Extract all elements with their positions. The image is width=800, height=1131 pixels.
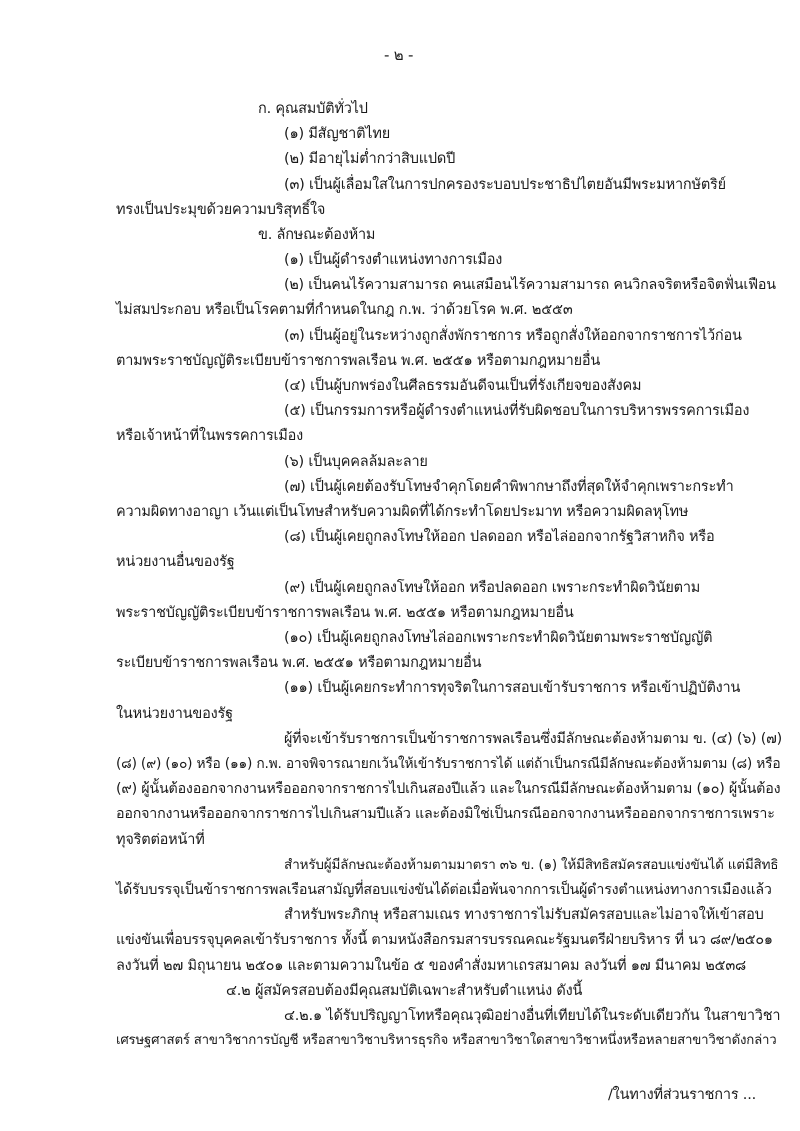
text-line: (๘) เป็นผู้เคยถูกลงโทษให้ออก ปลดออก หรือไล่ออกจากรัฐวิสาหกิจ หรือ — [284, 529, 715, 545]
text-line: สำหรับพระภิกษุ หรือสามเณร ทางราชการไม่รับสมัครสอบและไม่อาจให้เข้าสอบ — [284, 907, 764, 923]
text-line: ผู้ที่จะเข้ารับราชการเป็นข้าราชการพลเรือนซึ่งมีลักษณะต้องห้ามตาม ข. (๔) (๖) (๗) — [284, 731, 782, 747]
text-line: ได้รับบรรจุเป็นข้าราชการพลเรือนสามัญที่สอบแข่งขันได้ต่อเมื่อพ้นจากการเป็นผู้ดำรงตำแหน่งทางการเมืองแล้ว — [116, 882, 772, 898]
text-line: ไม่สมประกอบ หรือเป็นโรคตามที่กำหนดในกฎ ก.พ. ว่าด้วยโรค พ.ศ. ๒๕๕๓ — [116, 302, 573, 318]
text-line: (๗) เป็นผู้เคยต้องรับโทษจำคุกโดยคำพิพากษาถึงที่สุดให้จำคุกเพราะกระทำ — [284, 479, 734, 495]
text-line: (๙) เป็นผู้เคยถูกลงโทษให้ออก หรือปลดออก เพราะกระทำผิดวินัยตาม — [284, 580, 701, 596]
text-line: พระราชบัญญัติระเบียบข้าราชการพลเรือน พ.ศ. ๒๕๕๑ หรือตามกฎหมายอื่น — [116, 605, 574, 621]
section-heading: ๔.๒ ผู้สมัครสอบต้องมีคุณสมบัติเฉพาะสำหรับตำแหน่ง ดังนี้ — [226, 983, 583, 999]
text-line: (๑๑) เป็นผู้เคยกระทำการทุจริตในการสอบเข้ารับราชการ หรือเข้าปฏิบัติงาน — [284, 680, 741, 696]
section-heading: ข. ลักษณะต้องห้าม — [258, 227, 376, 243]
text-line: ทุจริตต่อหน้าที่ — [116, 832, 205, 848]
text-line: (๖) เป็นบุคคลล้มละลาย — [284, 454, 428, 470]
text-line: เศรษฐศาสตร์ สาขาวิชาการบัญชี หรือสาขาวิชาบริหารธุรกิจ หรือสาขาวิชาใดสาขาวิชาหนึ่งหรือหลายสาขาวิชาดังกล่าว — [116, 1033, 777, 1048]
text-line: (๕) เป็นกรรมการหรือผู้ดำรงตำแหน่งที่รับผิดชอบในการบริหารพรรคการเมือง — [284, 403, 750, 419]
text-line: (๑) มีสัญชาติไทย — [284, 126, 391, 142]
text-line: (๘) (๙) (๑๐) หรือ (๑๑) ก.พ. อาจพิจารณายกเว้นให้เข้ารับราชการได้ แต่ถ้าเป็นกรณีมีลักษณะต้องห้ามตาม (๘) หรือ — [116, 756, 781, 772]
text-line: ระเบียบข้าราชการพลเรือน พ.ศ. ๒๕๕๑ หรือตามกฎหมายอื่น — [116, 655, 482, 671]
text-line: ในหน่วยงานของรัฐ — [116, 706, 233, 722]
text-line: แข่งขันเพื่อบรรจุบุคคลเข้ารับราชการ ทั้งนี้ ตามหนังสือกรมสารบรรณคณะรัฐมนตรีฝ่ายบริหาร ที่ นว ๘๙/๒๕๐๑ — [116, 932, 773, 948]
text-line: (๑) เป็นผู้ดำรงตำแหน่งทางการเมือง — [284, 252, 503, 268]
text-line: ๔.๒.๑ ได้รับปริญญาโทหรือคุณวุฒิอย่างอื่นที่เทียบได้ในระดับเดียวกัน ในสาขาวิชา — [284, 1008, 781, 1024]
section-heading: ก. คุณสมบัติทั่วไป — [258, 101, 368, 117]
continuation-note: /ในทางที่ส่วนราชการ ... — [608, 1087, 757, 1103]
text-line: (๓) เป็นผู้เลื่อมใสในการปกครองระบอบประชาธิปไตยอันมีพระมหากษัตริย์ — [284, 177, 726, 193]
text-line: ตามพระราชบัญญัติระเบียบข้าราชการพลเรือน พ.ศ. ๒๕๕๑ หรือตามกฎหมายอื่น — [116, 353, 601, 369]
text-line: ความผิดทางอาญา เว้นแต่เป็นโทษสำหรับความผิดที่ได้กระทำโดยประมาท หรือความผิดลหุโทษ — [116, 504, 689, 520]
text-line: ออกจากงานหรือออกจากราชการไปเกินสามปีแล้ว และต้องมิใช่เป็นกรณีออกจากงานหรือออกจากราชการเพราะ — [116, 806, 775, 822]
text-line: ทรงเป็นประมุขด้วยความบริสุทธิ์ใจ — [116, 202, 326, 218]
text-line: (๙) ผู้นั้นต้องออกจากงานหรือออกจากราชการไปเกินสองปีแล้ว และในกรณีมีลักษณะต้องห้ามตาม (๑๐) ผู้นั้นต้อง — [116, 781, 781, 797]
text-line: (๔) เป็นผู้บกพร่องในศีลธรรมอันดีจนเป็นที่รังเกียจของสังคม — [284, 378, 642, 394]
text-line: (๓) เป็นผู้อยู่ในระหว่างถูกสั่งพักราชการ หรือถูกสั่งให้ออกจากราชการไว้ก่อน — [284, 328, 742, 344]
text-line: (๒) เป็นคนไร้ความสามารถ คนเสมือนไร้ความสามารถ คนวิกลจริตหรือจิตฟั่นเฟือน — [284, 277, 776, 293]
text-line: (๒) มีอายุไม่ต่ำกว่าสิบแปดปี — [284, 151, 456, 167]
page-number: - ๒ - — [384, 46, 414, 64]
text-line: สำหรับผู้มีลักษณะต้องห้ามตามมาตรา ๓๖ ข. (๑) ให้มีสิทธิสมัครสอบแข่งขันได้ แต่มีสิทธิ — [284, 857, 779, 873]
text-line: หน่วยงานอื่นของรัฐ — [116, 554, 235, 570]
text-line: ลงวันที่ ๒๗ มิถุนายน ๒๕๐๑ และตามความในข้อ ๕ ของคำสั่งมหาเถรสมาคม ลงวันที่ ๑๗ มีนาคม ๒๕๓๘ — [116, 958, 747, 974]
text-line: (๑๐) เป็นผู้เคยถูกลงโทษไล่ออกเพราะกระทำผิดวินัยตามพระราชบัญญัติ — [284, 630, 713, 646]
text-line: หรือเจ้าหน้าที่ในพรรคการเมือง — [116, 428, 304, 444]
